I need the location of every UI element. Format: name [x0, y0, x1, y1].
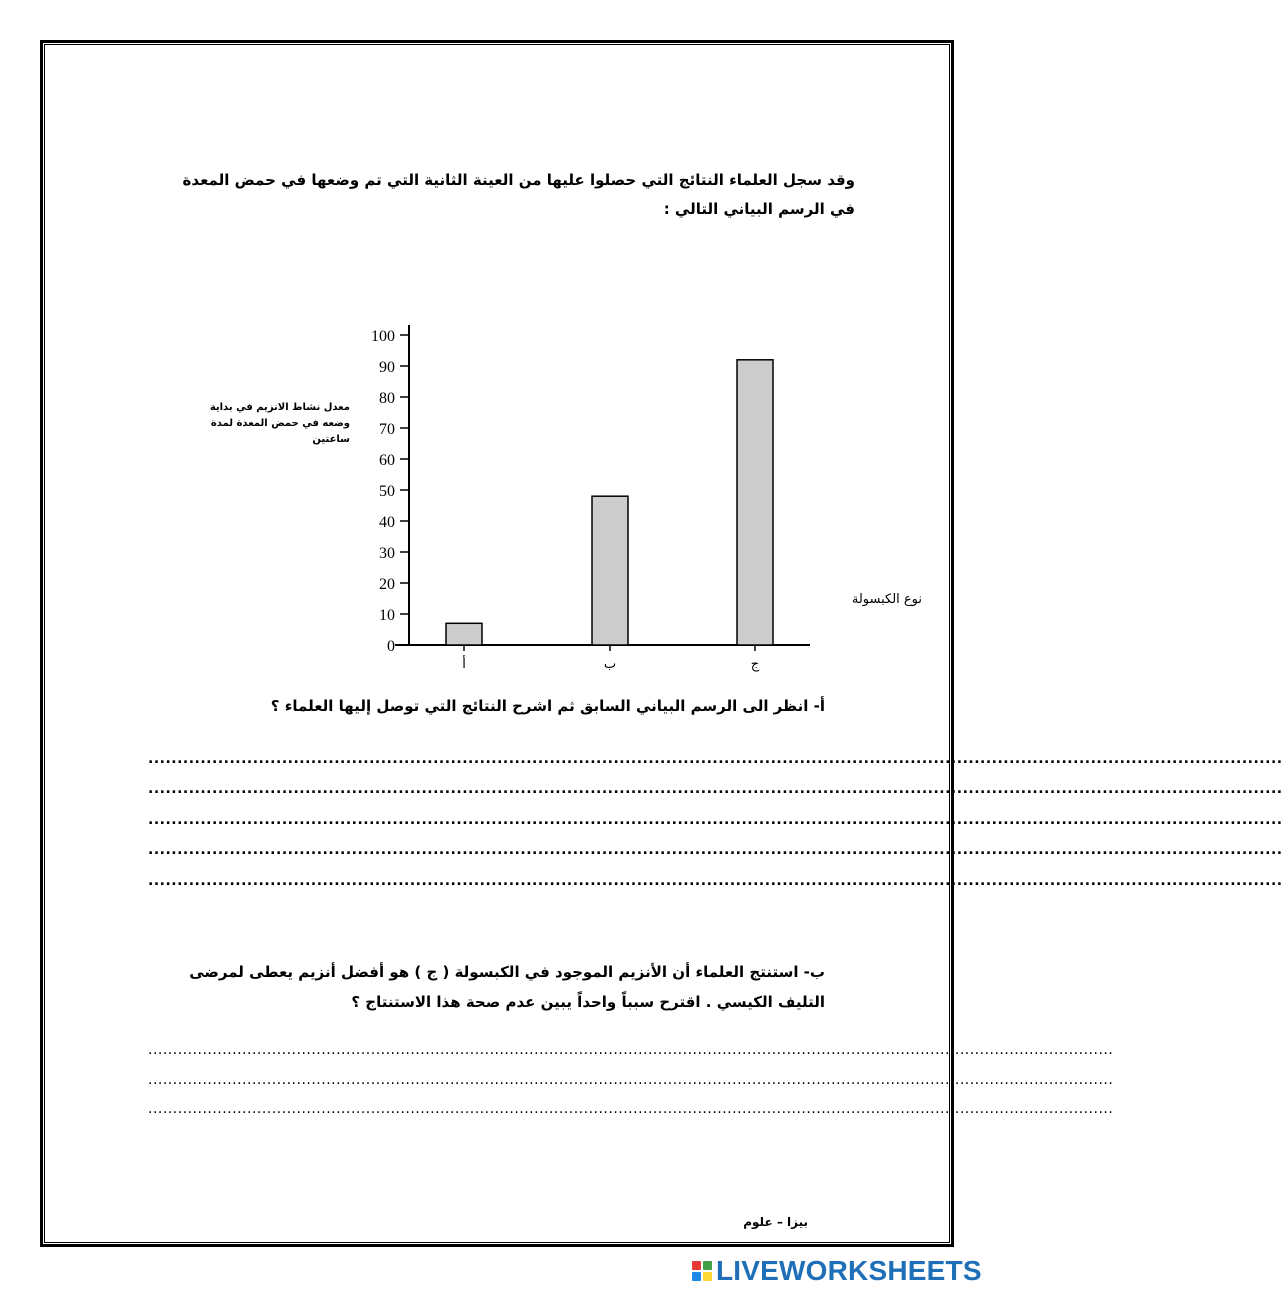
answer-line-b-1[interactable]: ...................................................................................................................................................................................................: [148, 1042, 1114, 1058]
footer-text: بيزا – علوم: [743, 1215, 808, 1229]
logo-block: [703, 1261, 712, 1270]
answer-line-b-3[interactable]: ...................................................................................................................................................................................................: [148, 1101, 1114, 1117]
y-tick-label: 20: [379, 576, 395, 593]
question-a: أ- انظر الى الرسم البياني السابق ثم اشرح النتائج التي توصل إليها العلماء ؟: [270, 697, 825, 715]
bar-chart: [340, 315, 820, 675]
chart-y-axis-label: معدل نشاط الانزيم في بداية وضعه في حمض المعدة لمدة ساعتين: [209, 402, 350, 445]
answer-line-a-5[interactable]: ...................................................................................................................................................................................................: [148, 873, 1283, 889]
y-tick-label: 0: [387, 638, 395, 655]
y-tick-label: 100: [371, 328, 395, 345]
x-tick-label: أ: [462, 657, 466, 672]
question-b: ب- استنتج العلماء أن الأنزيم الموجود في الكبسولة ( ج ) هو أفضل أنزيم يعطى لمرضى التليف الكيسي . اقترح سبباً واحداً يبين عدم صحة هذا الاستنتاج ؟: [189, 963, 825, 1011]
intro-text: وقد سجل العلماء النتائج التي حصلوا عليها من العينة الثانية التي تم وضعها في حمض المعدة في الرسم البياني التالي :: [182, 171, 855, 218]
answer-line-a-3[interactable]: ...................................................................................................................................................................................................: [148, 812, 1283, 828]
y-tick-label: 30: [379, 545, 395, 562]
x-tick-label: ب: [603, 657, 617, 672]
answer-line-a-1[interactable]: ...................................................................................................................................................................................................: [148, 751, 1283, 767]
y-tick-label: 80: [379, 390, 395, 407]
chart-x-axis-label: نوع الكبسولة: [851, 592, 922, 607]
bar-3: [737, 360, 773, 645]
y-tick-label: 60: [379, 452, 395, 469]
logo-block: [692, 1272, 701, 1281]
logo-block: [703, 1272, 712, 1281]
x-tick-label: ج: [750, 657, 760, 672]
bar-1: [446, 623, 482, 645]
logo-blocks-icon: [692, 1261, 712, 1281]
logo-text: LIVEWORKSHEETS: [716, 1255, 982, 1286]
answer-line-a-4[interactable]: ...................................................................................................................................................................................................: [148, 842, 1283, 858]
answer-line-a-2[interactable]: ...................................................................................................................................................................................................: [148, 781, 1283, 797]
answer-line-b-2[interactable]: ...................................................................................................................................................................................................: [148, 1072, 1114, 1088]
y-tick-label: 90: [379, 359, 395, 376]
liveworksheets-logo[interactable]: [692, 1256, 982, 1286]
bar-2: [592, 496, 628, 645]
y-tick-label: 10: [379, 607, 395, 624]
y-tick-label: 40: [379, 514, 395, 531]
y-tick-label: 70: [379, 421, 395, 438]
y-tick-label: 50: [379, 483, 395, 500]
logo-block: [692, 1261, 701, 1270]
